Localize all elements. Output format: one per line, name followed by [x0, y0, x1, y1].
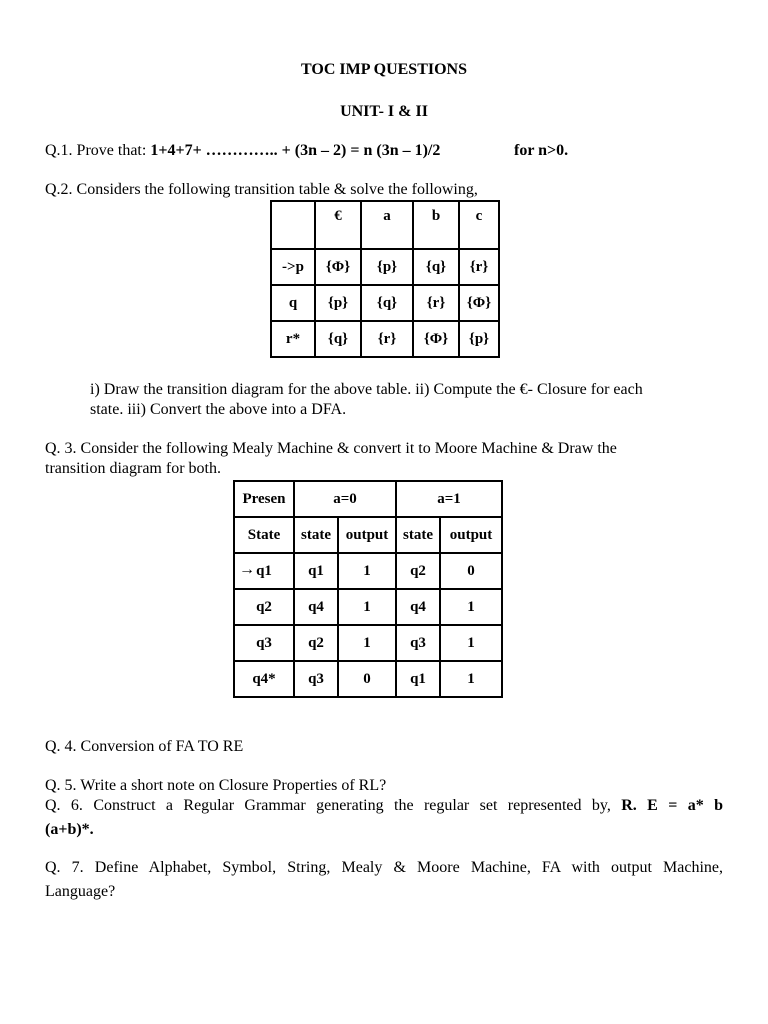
q2-subparts-line1: i) Draw the transition diagram for the above table. ii) Compute the €- Closure for each — [90, 381, 643, 398]
table-cell: ->p — [271, 249, 315, 285]
transition-table — [270, 200, 500, 358]
table-cell: {q} — [315, 321, 361, 357]
header-cell: Presen — [234, 481, 294, 517]
unit-heading: UNIT- I & II — [340, 103, 428, 120]
table-cell: q4 — [396, 589, 440, 625]
header-cell: output — [440, 517, 502, 553]
table-row — [234, 589, 502, 625]
table-cell: 1 — [440, 625, 502, 661]
table-header-row — [234, 481, 502, 517]
header-cell: state — [396, 517, 440, 553]
q1-condition: for n>0. — [514, 142, 569, 159]
question-7-line2: Language? — [45, 883, 116, 900]
table-cell: {p} — [315, 285, 361, 321]
table-header-row — [234, 517, 502, 553]
question-4: Q. 4. Conversion of FA TO RE — [45, 738, 244, 755]
mealy-table — [233, 480, 503, 698]
table-cell: {Φ} — [413, 321, 459, 357]
header-cell: output — [338, 517, 396, 553]
table-cell: 0 — [440, 553, 502, 589]
question-1 — [45, 142, 440, 160]
table-cell: q4* — [234, 661, 294, 697]
table-cell: 1 — [440, 661, 502, 697]
q1-formula: 1+4+7+ ………….. + (3n – 2) = n (3n – 1)/2 — [150, 142, 441, 159]
page-title: TOC IMP QUESTIONS — [301, 61, 467, 78]
table-header-row — [271, 201, 499, 249]
question-5: Q. 5. Write a short note on Closure Properties of RL? — [45, 777, 387, 794]
header-cell — [271, 201, 315, 249]
table-cell: 1 — [338, 625, 396, 661]
header-cell: € — [315, 201, 361, 249]
table-cell: 1 — [440, 589, 502, 625]
table-cell: q3 — [234, 625, 294, 661]
table-cell: q4 — [294, 589, 338, 625]
table-row — [234, 625, 502, 661]
question-3-line2: transition diagram for both. — [45, 460, 221, 477]
table-cell: q3 — [396, 625, 440, 661]
table-cell — [234, 553, 294, 589]
table-row — [271, 249, 499, 285]
table-cell: q1 — [294, 553, 338, 589]
table-cell: q2 — [396, 553, 440, 589]
state-label: q1 — [256, 562, 272, 579]
table-cell: q1 — [396, 661, 440, 697]
question-7-line1: Q. 7. Define Alphabet, Symbol, String, Mealy & Moore Machine, FA with output Machine, — [45, 859, 723, 876]
start-arrow-icon: → — [239, 561, 255, 579]
table-row — [271, 285, 499, 321]
header-cell: b — [413, 201, 459, 249]
table-cell: {r} — [413, 285, 459, 321]
table-cell: 1 — [338, 553, 396, 589]
table-row — [234, 661, 502, 697]
table-cell: {Φ} — [459, 285, 499, 321]
table-row — [271, 321, 499, 357]
header-cell: c — [459, 201, 499, 249]
table-row — [234, 553, 502, 589]
question-2: Q.2. Considers the following transition table & solve the following, — [45, 181, 478, 198]
table-cell: {p} — [459, 321, 499, 357]
header-cell: State — [234, 517, 294, 553]
table-cell: {Φ} — [315, 249, 361, 285]
question-3-line1: Q. 3. Consider the following Mealy Machine & convert it to Moore Machine & Draw the — [45, 440, 617, 457]
table-cell: {q} — [361, 285, 413, 321]
table-cell: {p} — [361, 249, 413, 285]
question-6-line1 — [45, 797, 723, 815]
header-cell: a=0 — [294, 481, 396, 517]
table-cell: q — [271, 285, 315, 321]
q6-regex-end: (a+b)*. — [45, 821, 94, 838]
header-cell: a — [361, 201, 413, 249]
table-cell: q3 — [294, 661, 338, 697]
q1-prefix: Q.1. Prove that: — [45, 142, 151, 159]
table-cell: 1 — [338, 589, 396, 625]
table-cell: q2 — [234, 589, 294, 625]
table-cell: {r} — [361, 321, 413, 357]
q2-subparts-line2: state. iii) Convert the above into a DFA. — [90, 401, 347, 418]
header-cell: state — [294, 517, 338, 553]
table-cell: 0 — [338, 661, 396, 697]
table-cell: {q} — [413, 249, 459, 285]
table-cell: {r} — [459, 249, 499, 285]
table-cell: r* — [271, 321, 315, 357]
q6-text: Q. 6. Construct a Regular Grammar generating the regular set represented by, — [45, 797, 611, 814]
header-cell: a=1 — [396, 481, 502, 517]
table-cell: q2 — [294, 625, 338, 661]
q6-regex-start: R. E = a* b — [621, 797, 724, 814]
